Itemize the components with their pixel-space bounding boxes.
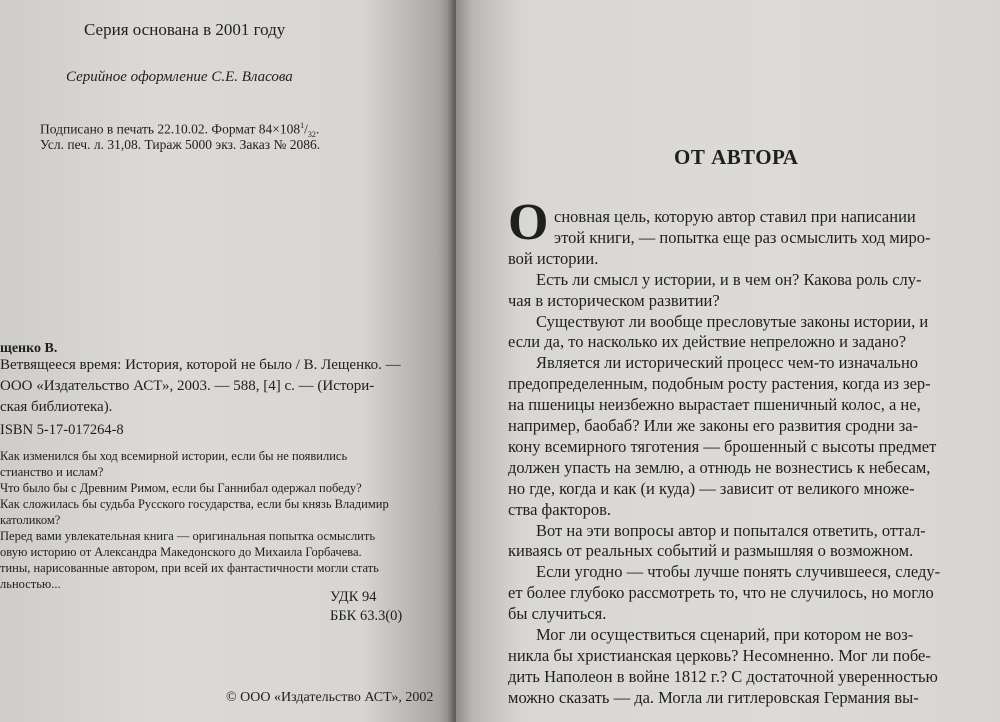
body-line: Мог ли осуществиться сценарий, при котором не воз- (536, 625, 914, 644)
bib-line: ООО «Издательство АСТ», 2003. — 588, [4] с. — (Истори- (0, 378, 375, 394)
body-line: но где, когда и как (и куда) — зависит от великого множе- (508, 478, 915, 498)
annotation-line: стианство и ислам? (0, 465, 104, 479)
bib-line: ская библиотека). (0, 399, 113, 415)
format-fraction-num: 1 (300, 121, 305, 130)
imprint-text: Подписано в печать 22.10.02. Формат 84×108 (40, 121, 301, 137)
body-line: должен упасть на землю, а отнюдь не вознестись к небесам, (508, 457, 931, 477)
body-line: если да, то насколько их действие непреложно и задано? (508, 332, 907, 352)
annotation-line: Перед вами увлекательная книга — оригинальная попытка осмыслить (0, 529, 376, 543)
body-line: дить Наполеон в войне 1812 г.? С достаточной уверенностью (508, 666, 938, 686)
annotation-line: Как изменился бы ход всемирной истории, если бы не появились (0, 449, 348, 463)
annotation-line: католиком? (0, 513, 61, 527)
series-note: Серия основана в 2001 году (84, 20, 286, 39)
right-page (456, 0, 1000, 722)
drop-cap: О (508, 194, 549, 251)
body-line: Существуют ли вообще пресловутые законы истории, и (536, 311, 929, 331)
body-line: Является ли исторический процесс чем-то изначально (536, 353, 919, 373)
body-line: Вот на эти вопросы автор и попытался ответить, оттал- (536, 520, 926, 540)
body-line: Есть ли смысл у истории, и в чем он? Какова роль слу- (536, 269, 922, 289)
body-line: сновная цель, которую автор ставил при написании (554, 207, 916, 226)
annotation-line: овую историю от Александра Македонского до Михаила Горбачева. (0, 545, 362, 559)
bbk-code: ББК 63.3(0) (330, 608, 403, 624)
body-line: киваясь от реальных событий и размышляя о возможном. (508, 541, 914, 561)
body-line: например, баобаб? Или же законы его развития сродни за- (508, 416, 919, 435)
annotation-line: Как сложилась бы судьба Русского государства, если бы князь Владимир (0, 497, 389, 511)
bib-line: Ветвящееся время: История, которой не было / В. Лещенко. — (0, 357, 401, 373)
annotation-line: тины, нарисованные автором, при всей их фантастичности могли стать (0, 561, 379, 575)
isbn: ISBN 5-17-017264-8 (0, 422, 124, 438)
design-credit: Серийное оформление С.Е. Власова (66, 69, 293, 85)
body-line: можно сказать — да. Могла ли гитлеровская Германия вы- (508, 687, 919, 707)
body-line: ет более глубоко рассмотреть то, что не случилось, но могло (508, 583, 934, 603)
body-line: кону всемирного тяготения — брошенный с высоты предмет (508, 436, 937, 456)
left-page (0, 0, 452, 722)
body-line: никла бы христианская церковь? Несомненно. Мог ли побе- (508, 645, 931, 665)
body-line: вой истории. (508, 248, 599, 268)
body-line: этой книги, — попытка еще раз осмыслить ход миро- (554, 227, 931, 247)
body-line: бы случиться. (508, 604, 607, 624)
body-line: Если угодно — чтобы лучше понять случившееся, следу- (536, 562, 941, 582)
format-fraction-den: 32 (307, 130, 316, 140)
udk-code: УДК 94 (330, 589, 377, 605)
body-line: ства факторов. (508, 499, 612, 519)
body-line: чая в историческом развитии? (508, 290, 720, 310)
copyright: © ООО «Издательство АСТ», 2002 (226, 690, 434, 705)
annotation-line: льностью... (0, 577, 61, 591)
imprint-end: . (315, 121, 320, 137)
body-line: предопределенным, подобным росту растения, когда из зер- (508, 374, 931, 394)
imprint-line-2: Усл. печ. л. 31,08. Тираж 5000 экз. Заказ № 2086. (40, 137, 321, 152)
imprint-line-1: Подписано в печать 22.10.02. Формат $84\times 108^1/_{32}$. (40, 121, 320, 140)
body-line: на пшеницы неизбежно вырастает пшеничный колос, а не, (508, 395, 921, 415)
chapter-heading: ОТ АВТОРА (674, 145, 799, 169)
annotation-line: Что было бы с Древним Римом, если бы Ганнибал одержал победу? (0, 481, 362, 495)
catalog-author: щенко В. (0, 341, 58, 356)
